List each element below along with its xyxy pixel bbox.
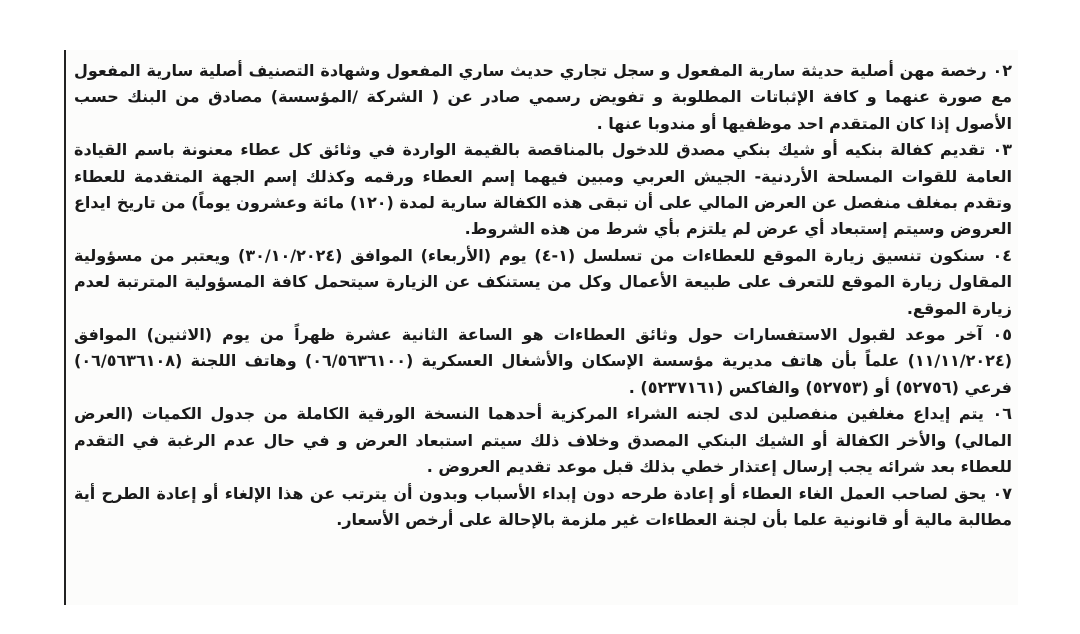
clause-04: ٠٤ سنكون تنسيق زيارة الموقع للعطاءات من تسلسل (١-٤) يوم (الأربعاء) الموافق (٣٠/١٠/٢٠٢٤) ويعتبر من مسؤولية المقاول زيارة الموقع للتعرف على طبيعة الأعمال وكل من يستنكف عن الزيارة سيتحمل كافة المسؤولية المترتبة لعدم زيارة الموقع. bbox=[74, 245, 1013, 318]
clause-03: ٠٣ تقديم كفالة بنكيه أو شيك بنكي مصدق للدخول بالمناقصة بالقيمة الواردة في وثائق كل عطاء معنونة باسم القيادة العامة للقوات المسلحة الأردنية- الجيش العربي ومبين فيهما إسم العطاء ورقمه وكذلك إسم الجهة المتقدمة للعطاء وتقدم بمغلف منفصل عن العرض المالي على أن تبقى هذه الكفالة سارية لمدة (١٢٠) مائة وعشرون يوماً) من تاريخ ايداع العروض وسيتم إستبعاد أي عرض لم يلتزم بأي شرط من هذه الشروط. bbox=[74, 140, 1012, 239]
clause-05: ٠٥ آخر موعد لقبول الاستفسارات حول وثائق العطاءات هو الساعة الثانية عشرة ظهراً من يوم (الاثنين) الموافق (١١/١١/٢٠٢٤) علماً بأن هاتف مديرية مؤسسة الإسكان والأشغال العسكرية (٠٦/٥٦٣٦١٠٠) وهاتف اللجنة (٠٦/٥٦٣٦١٠٨) فرعي (٥٢٧٥٦) أو (٥٢٧٥٣) والفاكس (٥٢٣٧١٦١) . bbox=[74, 325, 1013, 397]
clause-06: ٠٦ يتم إيداع مغلفين منفصلين لدى لجنه الشراء المركزية أحدهما النسخة الورقية الكاملة من جدول الكميات (العرض المالي) والأخر الكفالة أو الشيك البنكي المصدق وخلاف ذلك سيتم استبعاد العرض و في حال عدم الرغبة في التقدم للعطاء بعد شرائه يجب إرسال إعتذار خطي بذلك قبل موعد تقديم العروض . bbox=[74, 404, 1012, 477]
tender-conditions-text bbox=[66, 50, 1018, 533]
clause-07: ٠٧ يحق لصاحب العمل الغاء العطاء أو إعادة طرحه دون إبداء الأسباب وبدون أن يترتب عن هذا الإلغاء أو إعادة الطرح أية مطالبة مالية أو قانونية علما بأن لجنة العطاءات غير ملزمة بالإحالة على أرخص الأسعار. bbox=[74, 483, 1012, 529]
clause-02: ٠٢ رخصة مهن أصلية حديثة سارية المفعول و سجل تجاري حديث ساري المفعول وشهادة التصنيف أصلية سارية المفعول مع صورة عنهما و كافة الإثباتات المطلوبة و تفويض رسمي صادر عن ( الشركة /المؤسسة) مصادق من البنك حسب الأصول إذا كان المتقدم احد موظفيها أو مندوبا عنها . bbox=[74, 61, 1012, 133]
newspaper-clipping bbox=[64, 50, 1018, 605]
